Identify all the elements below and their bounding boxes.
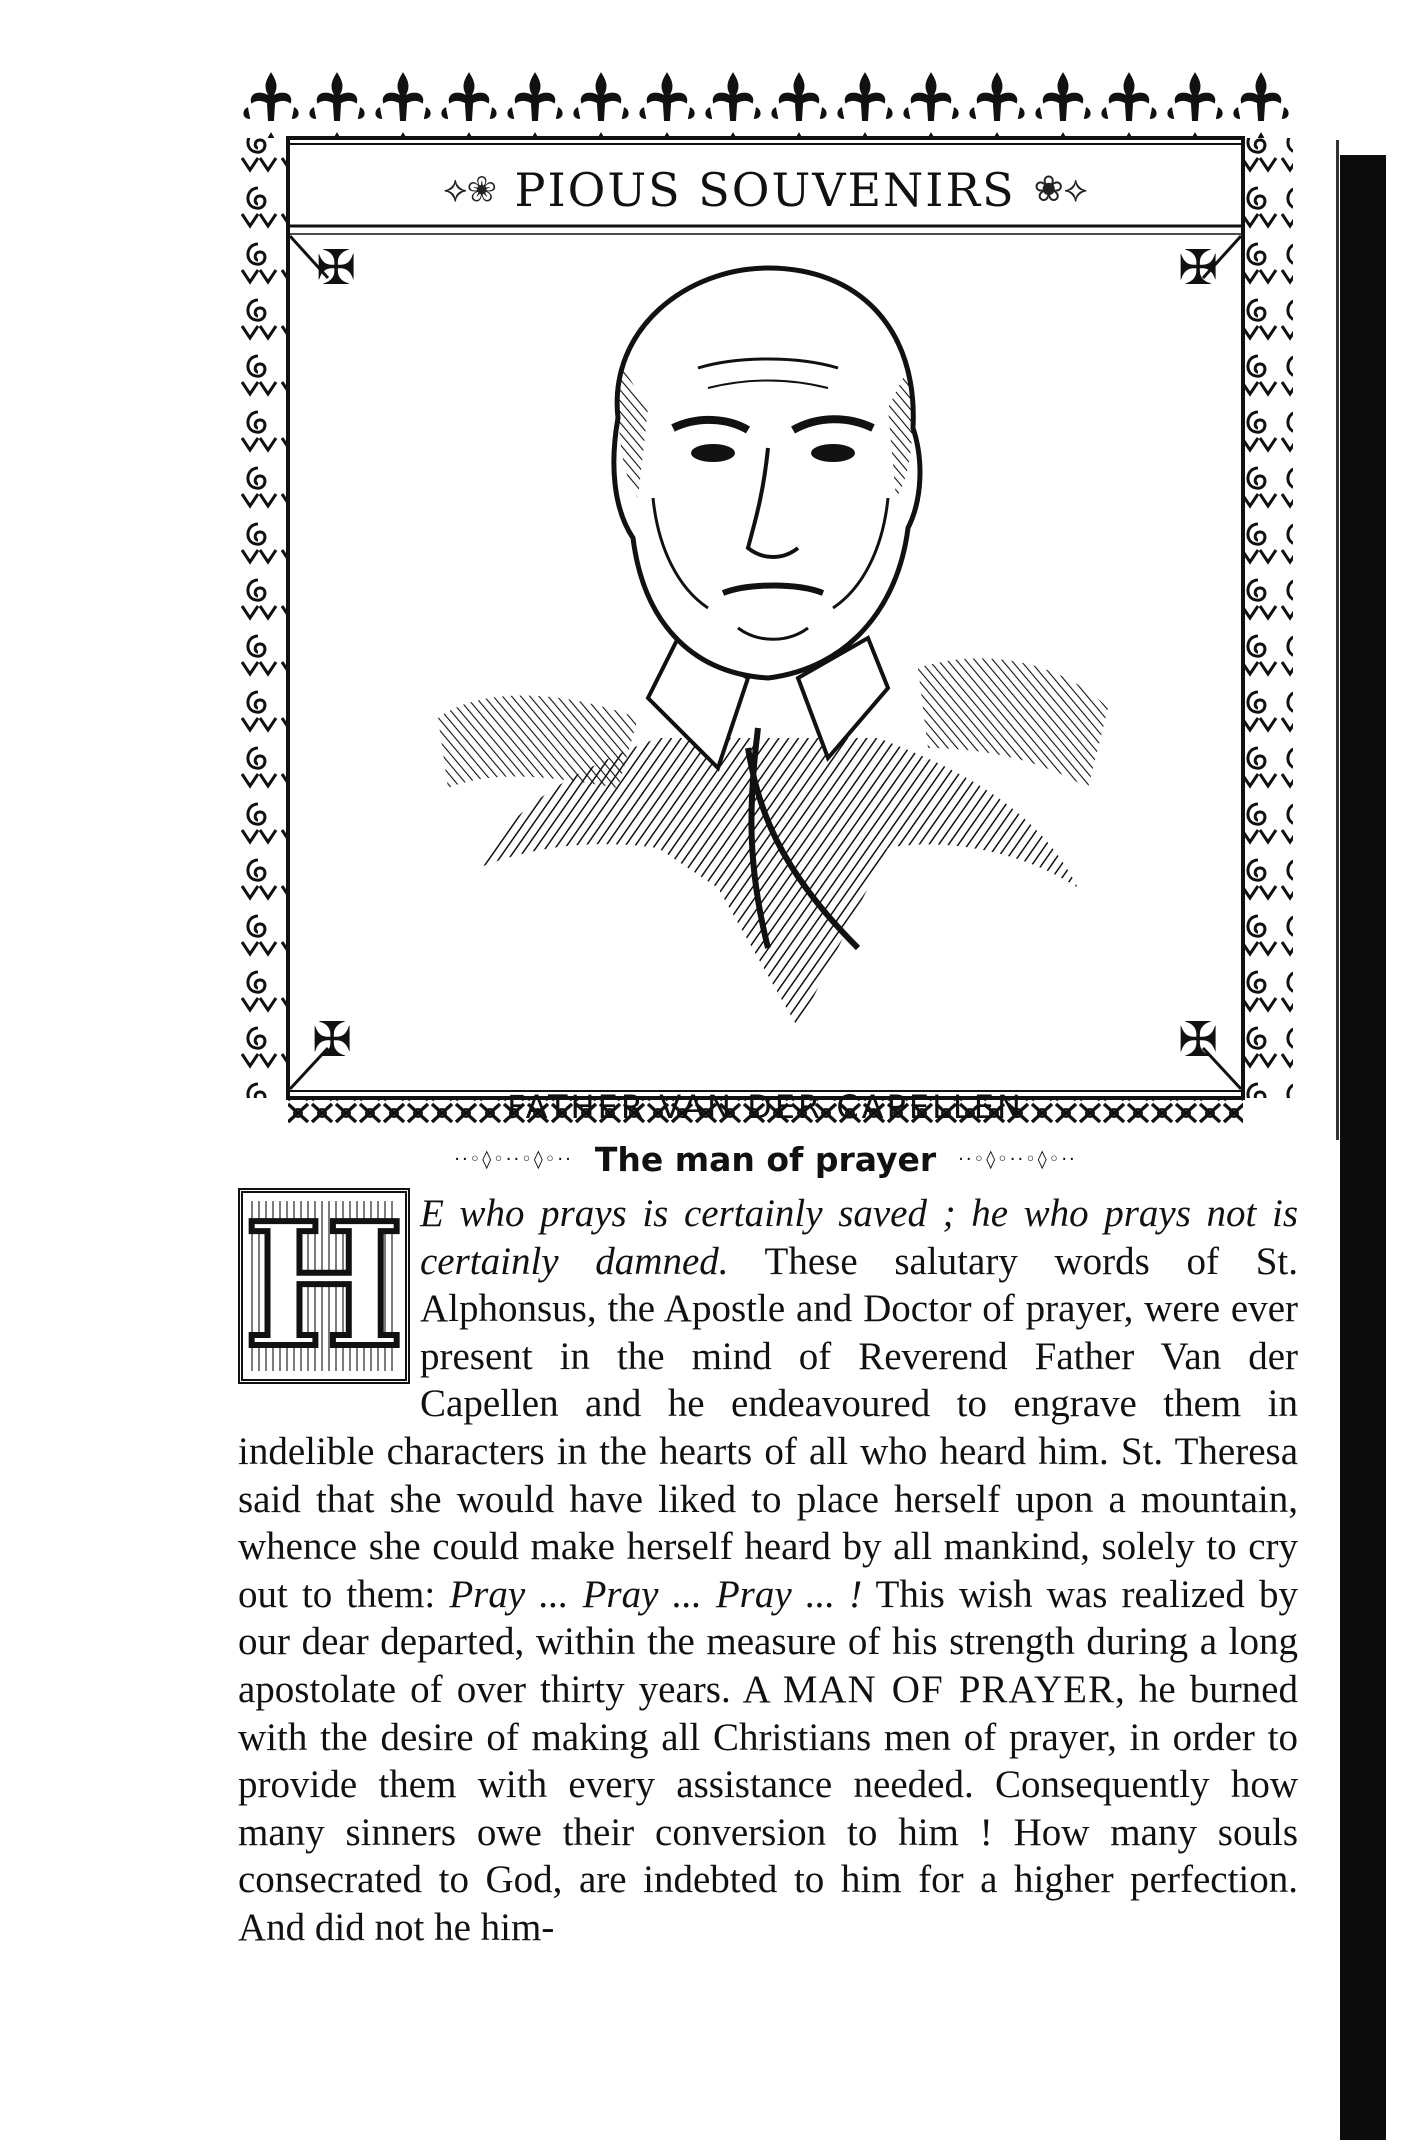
pray-exclamation: Pray ... Pray ... Pray ... ! <box>449 1572 863 1616</box>
man-of-prayer: MAN OF PRAYER <box>782 1667 1115 1711</box>
drop-cap <box>238 1188 410 1384</box>
subtitle-right-ornament: ··◦◊◦··◦◊◦·· <box>958 1149 1077 1170</box>
scan-edge-shadow <box>1340 155 1386 2140</box>
article-text-1: These salutary words of St. Alphonsus, the Apostle and Doctor of prayer, were ever present in the mind of Reverend Father Van der Capellen and he endeavoured to engrave them in indelible characters in the hearts of all who heard him. St. Theresa said that she would have liked to place herself upon a mountain, whence she could make herself heard by all mankind, solely to cry out to them: <box>238 1239 1298 1616</box>
article-text-3: , he burned with the desire of making all Christians men of prayer, in order to provide them with every assistance needed. Consequently how many sinners owe their conversion to him ! How many souls consecrated to God, are indebted to him for a higher perfection. And did not he him- <box>238 1667 1298 1949</box>
article-text-2: This wish was realized by our dear departed, within the measure of his strength during a long apostolate of over thirty years. A <box>238 1572 1299 1711</box>
portrait-caption: FATHER VAN DER CAPELLEN <box>507 1088 1024 1126</box>
section-title: The man of prayer <box>594 1140 937 1179</box>
lead-quote: E who prays is certainly saved ; he who prays not is certainly damned. <box>420 1192 1298 1283</box>
drop-cap-letter: H <box>243 1186 405 1386</box>
portrait-engraving <box>418 248 1118 1068</box>
scan-edge-line <box>1336 140 1339 1140</box>
corner-ornament-icon: ✠ <box>1178 240 1219 296</box>
corner-ornament-icon: ✠ <box>312 1012 353 1068</box>
title-left-ornament: ⟡❀ <box>443 169 497 210</box>
title-right-ornament: ❀⟡ <box>1033 169 1088 210</box>
section-subtitle <box>238 1140 1293 1179</box>
portrait-illustration <box>418 248 1118 1068</box>
ornamental-frame <box>238 68 1293 1126</box>
page-title: PIOUS SOUVENIRS <box>514 163 1016 217</box>
corner-ornament-icon: ✠ <box>316 240 357 296</box>
corner-ornament-icon: ✠ <box>1178 1012 1219 1068</box>
title-band <box>238 150 1293 230</box>
subtitle-left-ornament: ··◦◊◦··◦◊◦·· <box>454 1149 573 1170</box>
